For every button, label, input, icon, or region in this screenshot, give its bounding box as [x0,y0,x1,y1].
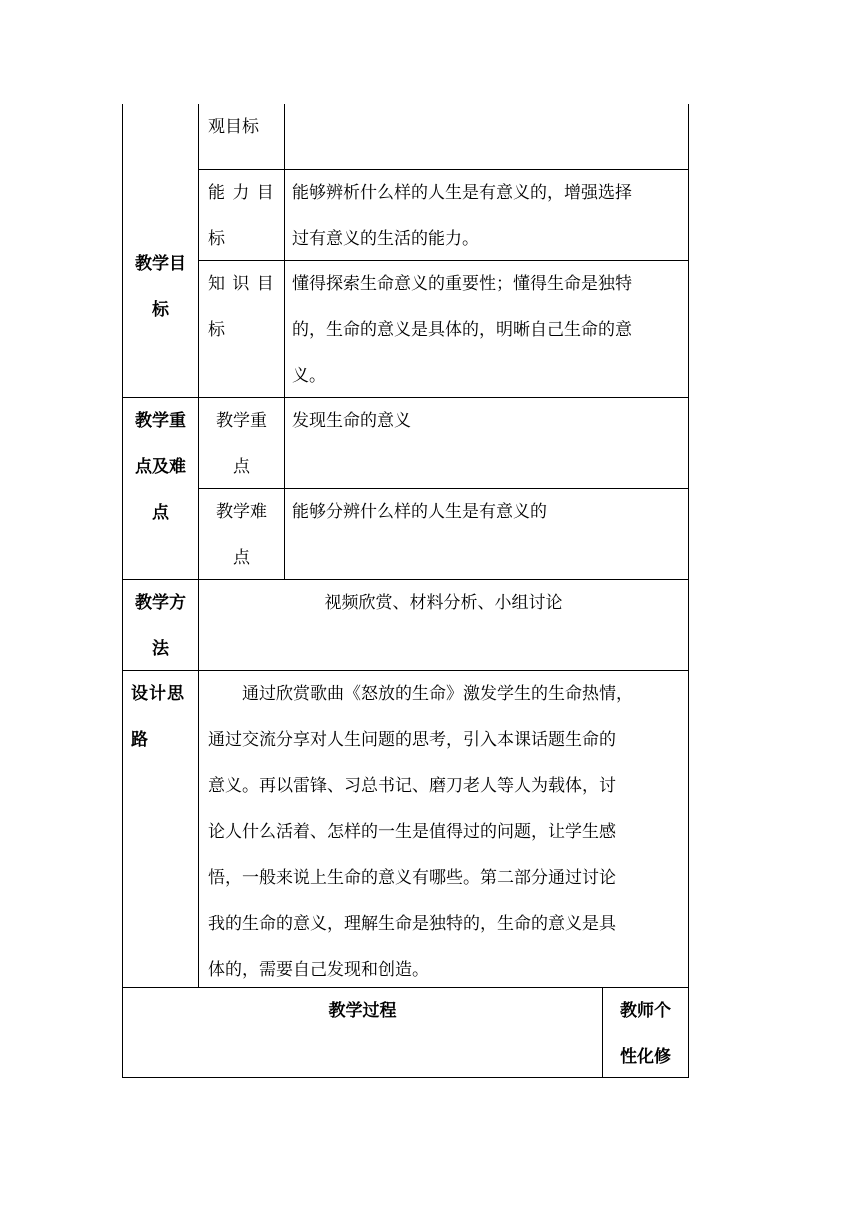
key-label: 教学重 点 [216,411,267,477]
teacher-notes-header: 教师个 性化修 [620,1001,671,1067]
knowledge-goal-label: 知 识 目 标 [208,274,275,340]
ability-goal-content: 能够辨析什么样的人生是有意义的，增强选择 过有意义的生活的能力。 [292,183,632,249]
table-border-right [688,104,689,1078]
design-content: 通过欣赏歌曲《怒放的生命》激发学生的生命热情， 通过交流分享对人生问题的思考，引入本课话题生命的 意义。再以雷锋、习总书记、磨刀老人等人为载体，讨 论人什么活着、怎样的一生是值得过的问题，让学生感 悟，一般来说上生命的意义有哪些。第二部分通过讨论 我的生命的意义，理解生命是独特的，生命的意义是具 体的，需要自己发现和创造。 [208,684,633,980]
method-content: 视频欣赏、材料分析、小组讨论 [324,593,563,613]
method-header: 教学方 法 [135,593,186,659]
ability-goal-label: 能 力 目 标 [208,183,275,249]
difficulty-label: 教学难 点 [216,502,267,568]
objectives-header: 教学目 标 [135,254,186,320]
process-header: 教学过程 [328,1001,397,1021]
difficulty-content: 能够分辨什么样的人生是有意义的 [292,502,547,522]
col-divider-2 [284,104,285,580]
design-header: 设计思 路 [131,684,185,750]
value-goal-label: 观目标 [208,117,259,137]
key-points-header: 教学重 点及难 点 [135,411,186,523]
key-content: 发现生命的意义 [292,411,411,431]
knowledge-goal-content: 懂得探索生命意义的重要性；懂得生命是独特 的，生命的意义是具体的，明晰自己生命的意 义。 [292,274,632,386]
